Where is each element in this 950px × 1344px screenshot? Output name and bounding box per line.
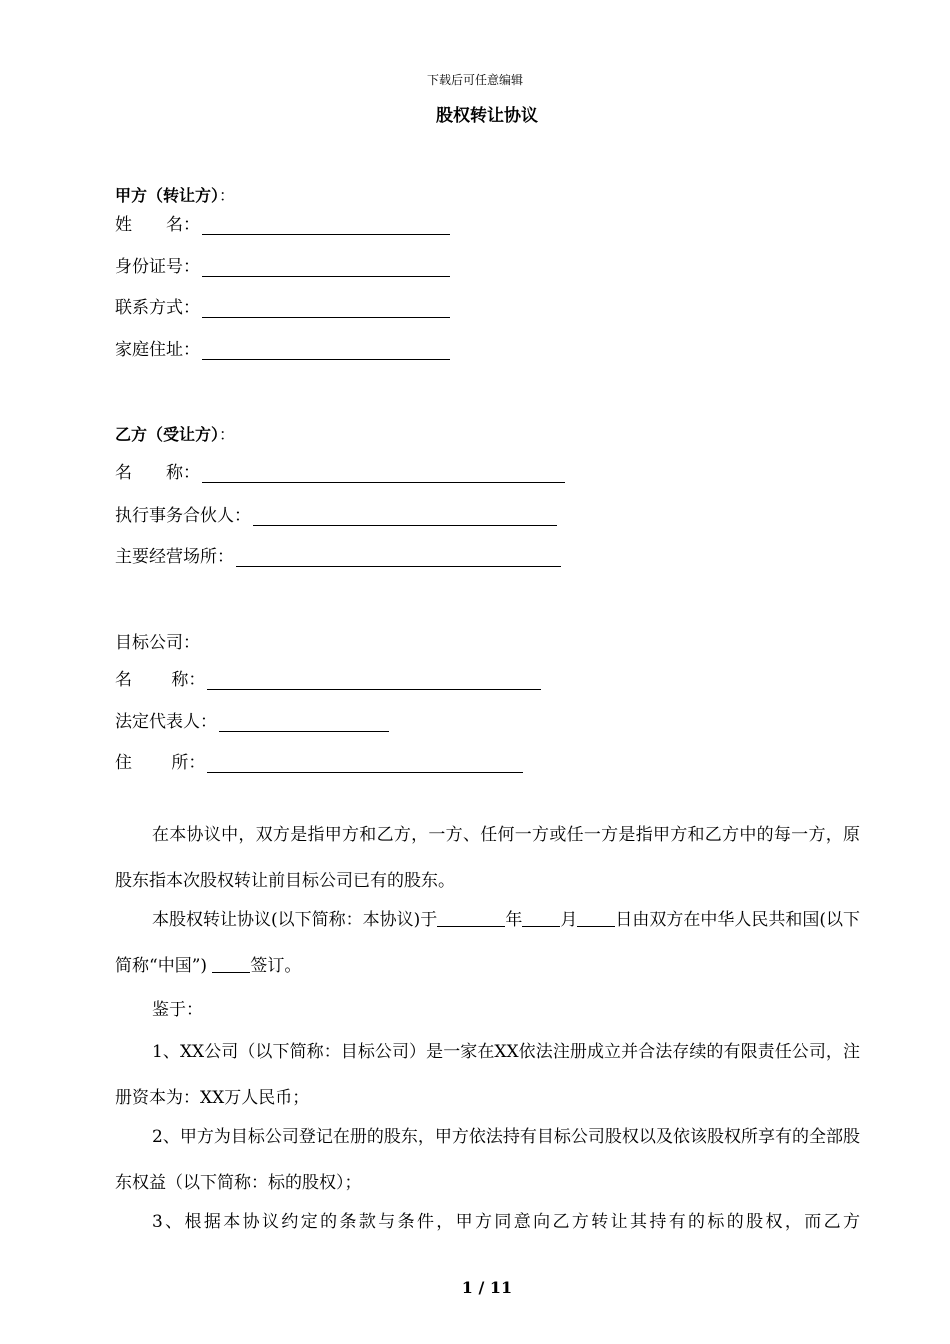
year-label: 年 (505, 910, 523, 930)
party-b-premises-label: 主要经营场所： (115, 547, 234, 567)
party-b-heading-colon: ： (219, 425, 236, 444)
signing-text-c: 签订。 (250, 956, 302, 976)
party-b-name-label: 名 称： (115, 463, 200, 483)
year-blank[interactable] (437, 908, 505, 927)
month-label: 月 (560, 910, 578, 930)
party-a-heading-colon: ： (219, 186, 236, 205)
party-a-id-blank[interactable] (202, 256, 450, 277)
target-name-label: 名 称： (115, 670, 206, 690)
party-a-contact-field (115, 294, 450, 318)
target-name-blank[interactable] (207, 669, 541, 690)
header-note: 下载后可任意编辑 (426, 73, 523, 87)
party-b-partner-blank[interactable] (253, 505, 557, 526)
party-a-heading (115, 183, 235, 206)
target-address-field (115, 749, 523, 773)
place-blank[interactable] (212, 954, 250, 973)
signing-text-a: 本股权转让协议(以下简称：本协议)于 (152, 910, 438, 930)
target-rep-field (115, 708, 389, 732)
party-b-premises-blank[interactable] (236, 546, 561, 567)
party-b-name-blank[interactable] (202, 462, 565, 483)
party-b-name-field (115, 459, 565, 483)
month-blank[interactable] (522, 908, 560, 927)
paragraph-recital-2: 2、甲方为目标公司登记在册的股东，甲方依法持有目标公司股权以及依该股权所享有的全部股东权益（以下简称：标的股权）； (115, 1127, 860, 1193)
paragraph-signing (115, 897, 860, 989)
target-rep-blank[interactable] (219, 711, 389, 732)
paragraph-whereas: 鉴于： (152, 1000, 203, 1020)
paragraph-recital-1: 1、XX公司（以下简称：目标公司）是一家在XX依法注册成立并合法存续的有限责任公司，注册资本为：XX万人民币； (115, 1042, 860, 1108)
document-title: 股权转让协议 (436, 106, 538, 126)
party-b-partner-field (115, 502, 557, 526)
signing-text-b: 日由双方在中华人民共和国(以下简称“中国”) (115, 910, 861, 976)
party-a-address-label: 家庭住址： (115, 340, 200, 360)
party-b-heading (115, 422, 235, 445)
party-a-name-field (115, 211, 450, 235)
party-b-heading-text: 乙方（受让方） (115, 425, 220, 444)
paragraph-recital-3: 3、根据本协议约定的条款与条件，甲方同意向乙方转让其持有的标的股权，而乙方 (152, 1212, 860, 1232)
target-address-label: 住 所： (115, 753, 206, 773)
party-a-heading-text: 甲方（转让方） (115, 186, 220, 205)
day-blank[interactable] (577, 908, 615, 927)
party-b-partner-label: 执行事务合伙人： (115, 506, 251, 526)
target-rep-label: 法定代表人： (115, 712, 217, 732)
target-heading: 目标公司： (115, 633, 200, 653)
paragraph-definitions: 在本协议中，双方是指甲方和乙方，一方、任何一方或任一方是指甲方和乙方中的每一方，原股东指本次股权转让前目标公司已有的股东。 (115, 825, 860, 891)
page-number: 1 / 11 (461, 1278, 513, 1297)
party-a-id-label: 身份证号： (115, 257, 200, 277)
target-name-field (115, 666, 541, 690)
party-a-name-blank[interactable] (202, 214, 450, 235)
target-address-blank[interactable] (207, 752, 523, 773)
party-a-name-label: 姓 名： (115, 215, 200, 235)
party-a-address-field (115, 336, 450, 360)
party-a-id-field (115, 253, 450, 277)
party-b-premises-field (115, 543, 561, 567)
party-a-contact-blank[interactable] (202, 297, 450, 318)
party-a-address-blank[interactable] (202, 339, 450, 360)
party-a-contact-label: 联系方式： (115, 298, 200, 318)
